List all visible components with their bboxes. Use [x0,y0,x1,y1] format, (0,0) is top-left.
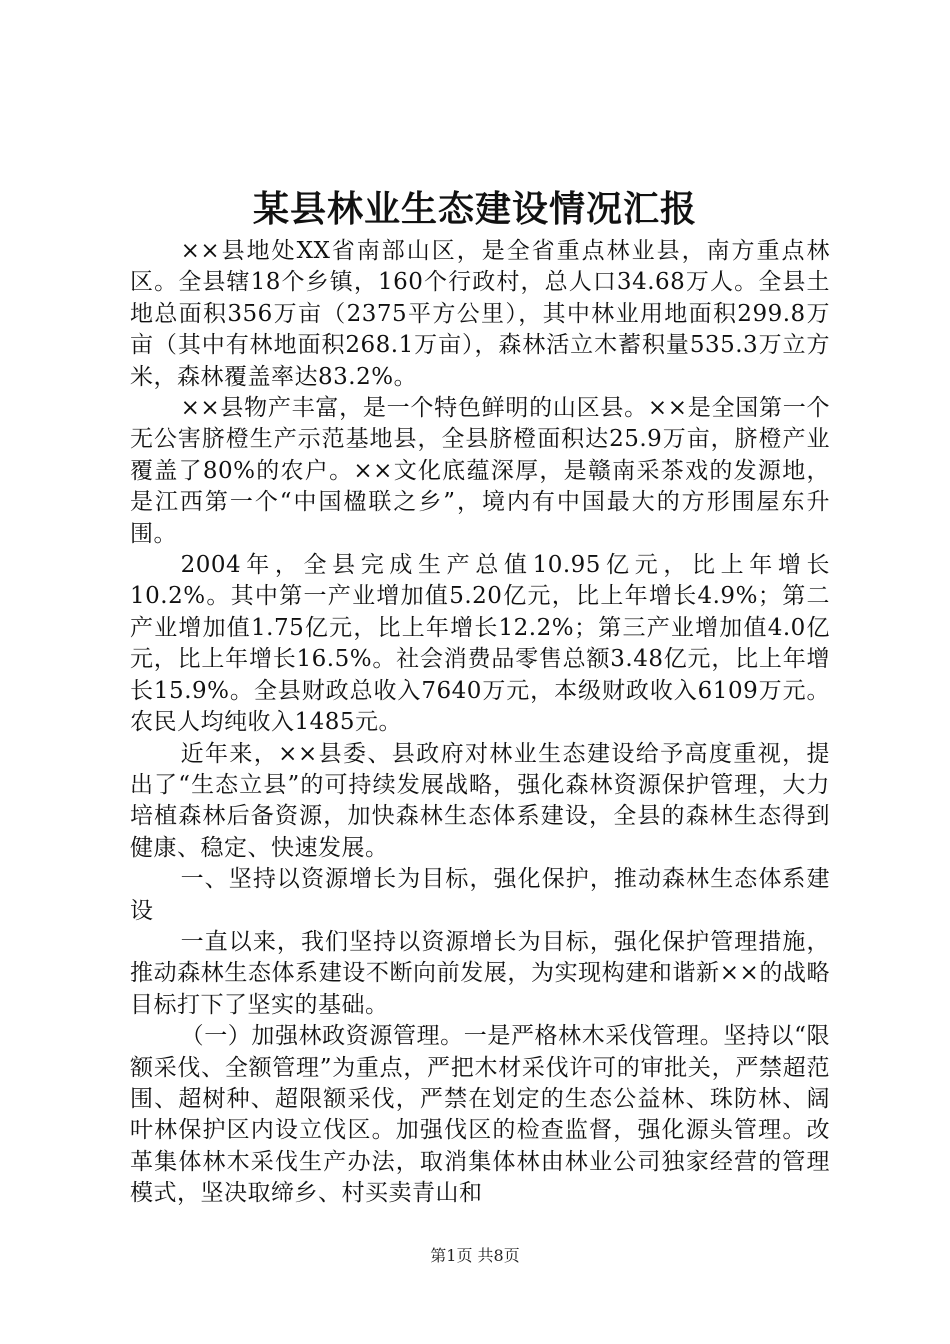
paragraph-ecology-strategy: 近年来，××县委、县政府对林业生态建设给予高度重视，提出了“生态立县”的可持续发展战略，强化森林资源保护管理，大力培植森林后备资源，加快森林生态体系建设，全县的森林生态得到健康、稳定、快速发展。 [130,740,830,861]
document-title: 某县林业生态建设情况汇报 [252,188,697,230]
paragraph-county-overview: ××县地处XX省南部山区，是全省重点林业县，南方重点林区。全县辖18个乡镇，160个行政村，总人口34.68万人。全县土地总面积356万亩（2375平方公里），其中林业用地面积299.8万亩（其中有林地面积268.1万亩），森林活立木蓄积量535.3万立方米，森林覆盖率达83.2%。 [130,238,830,390]
paragraph-forest-management: （一）加强林政资源管理。一是严格林木采伐管理。坚持以“限额采伐、全额管理”为重点，严把木材采伐许可的审批关，严禁超范围、超树种、超限额采伐，严禁在划定的生态公益林、珠防林、阔叶林保护区内设立伐区。加强伐区的检查监督，强化源头管理。改革集体林木采伐生产办法，取消集体林由林业公司独家经营的管理模式，坚决取缔乡、村买卖青山和 [130,1023,830,1207]
page-footer: 第1页 共8页 [430,1246,520,1265]
paragraph-resource-growth: 一直以来，我们坚持以资源增长为目标，强化保护管理措施，推动森林生态体系建设不断向前发展，为实现构建和谐新××的战略目标打下了坚实的基础。 [130,928,830,1018]
paragraph-products-culture: ××县物产丰富，是一个特色鲜明的山区县。××是全国第一个无公害脐橙生产示范基地县，全县脐橙面积达25.9万亩，脐橙产业覆盖了80%的农户。××文化底蕴深厚，是赣南采茶戏的发源地，是江西第一个“中国楹联之乡”，境内有中国最大的方形围屋东升围。 [130,395,830,547]
section-heading-one: 一、坚持以资源增长为目标，强化保护，推动森林生态体系建设 [130,866,830,924]
paragraph-economy-2004: 2004年，全县完成生产总值10.95亿元，比上年增长10.2%。其中第一产业增加值5.20亿元，比上年增长4.9%；第二产业增加值1.75亿元，比上年增长12.2%；第三产业增加值4.0亿元，比上年增长16.5%。社会消费品零售总额3.48亿元，比上年增长15.9%。全县财政总收入7640万元，本级财政收入6109万元。农民人均纯收入1485元。 [130,552,830,736]
document-body [130,236,830,1210]
